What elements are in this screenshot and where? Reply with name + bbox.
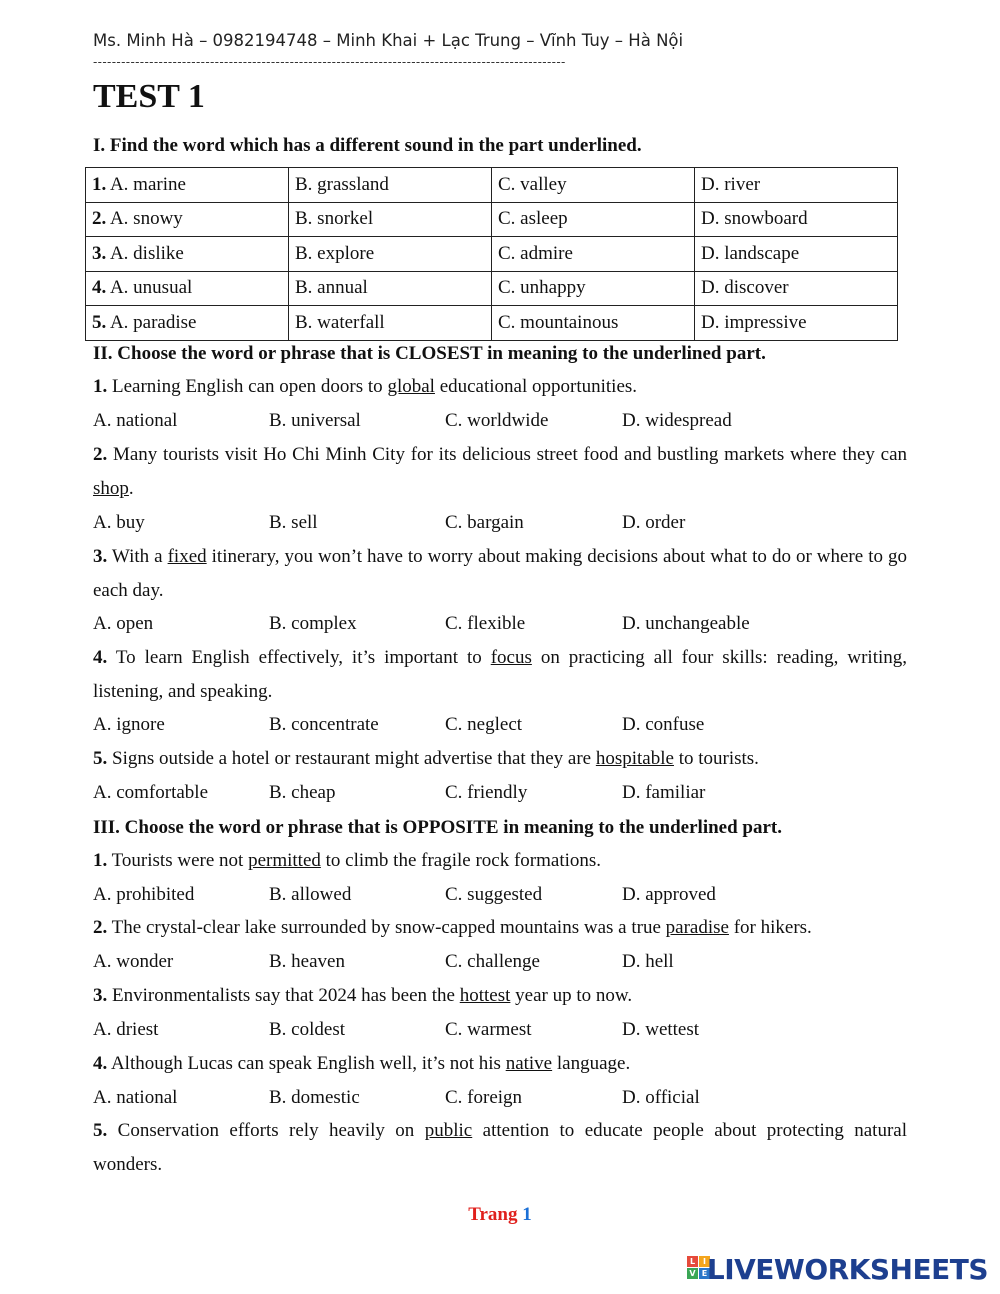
option-b[interactable]: B. complex [269, 613, 357, 634]
option-b[interactable]: B. domestic [269, 1087, 360, 1108]
table-cell: C. valley [492, 168, 695, 203]
question-text: 3. Environmentalists say that 2024 has been the hottest year up to now. [93, 985, 633, 1006]
option-b[interactable]: B. universal [269, 410, 361, 431]
table-cell: 3. A. dislike [86, 237, 289, 272]
underlined-word: paradise [665, 917, 729, 938]
option-a[interactable]: A. national [93, 410, 178, 431]
logo-tile: I [699, 1256, 710, 1267]
answer-options [93, 1081, 907, 1115]
option-d[interactable]: D. approved [622, 884, 716, 905]
answer-options [93, 506, 907, 540]
table-cell: C. admire [492, 237, 695, 272]
table-cell: D. landscape [695, 237, 898, 272]
option-b[interactable]: B. concentrate [269, 714, 379, 735]
underlined-word: global [387, 376, 435, 397]
question-text: 4. Although Lucas can speak English well, it’s not his native language. [93, 1053, 631, 1074]
option-d[interactable]: D. order [622, 512, 686, 533]
brand-name: LIVEWORKSHEETS [706, 1253, 988, 1286]
question-text: 4. To learn English effectively, it’s important to focus on practicing all four skills: reading, writing, listening, and speaking. [93, 647, 907, 702]
option-c[interactable]: C. bargain [445, 512, 524, 533]
option-a[interactable]: A. national [93, 1087, 178, 1108]
option-d[interactable]: D. widespread [622, 410, 732, 431]
question-text: 2. Many tourists visit Ho Chi Minh City for its delicious street food and bustling markets where they can shop. [93, 444, 907, 499]
underlined-word: native [505, 1053, 553, 1074]
option-c[interactable]: C. flexible [445, 613, 526, 634]
answer-options [93, 878, 907, 912]
section1-heading: I. Find the word which has a different sound in the part underlined. [93, 135, 642, 156]
question-text: 3. With a fixed itinerary, you won’t have to worry about making decisions about what to do or where to go each day. [93, 546, 907, 601]
pronunciation-table [85, 167, 898, 341]
table-cell: B. annual [289, 271, 492, 306]
option-d[interactable]: D. wettest [622, 1019, 700, 1040]
table-cell: B. explore [289, 237, 492, 272]
option-c[interactable]: C. warmest [445, 1019, 532, 1040]
section3-heading: III. Choose the word or phrase that is OPPOSITE in meaning to the underlined part. [93, 817, 782, 838]
logo-tile: L [687, 1256, 698, 1267]
underlined-word: hospitable [595, 748, 674, 769]
underlined-word: hottest [459, 985, 511, 1006]
option-a[interactable]: A. driest [93, 1019, 159, 1040]
liveworksheets-logo[interactable] [688, 1253, 988, 1287]
table-row [86, 168, 898, 203]
table-cell: 4. A. unusual [86, 271, 289, 306]
option-a[interactable]: A. ignore [93, 714, 165, 735]
answer-options [93, 404, 907, 438]
option-b[interactable]: B. cheap [269, 782, 336, 803]
table-cell: D. discover [695, 271, 898, 306]
header-contact: Ms. Minh Hà – 0982194748 – Minh Khai + Lạc Trung – Vĩnh Tuy – Hà Nội [93, 31, 684, 50]
table-cell: C. asleep [492, 202, 695, 237]
option-b[interactable]: B. heaven [269, 951, 345, 972]
option-c[interactable]: C. foreign [445, 1087, 523, 1108]
answer-options [93, 708, 907, 742]
option-a[interactable]: A. prohibited [93, 884, 195, 905]
underlined-word: permitted [248, 850, 321, 871]
underlined-word: fixed [167, 546, 207, 567]
table-cell: C. mountainous [492, 306, 695, 341]
option-a[interactable]: A. comfortable [93, 782, 209, 803]
question-text: 1. Learning English can open doors to global educational opportunities. [93, 376, 638, 397]
page-label: Trang [468, 1204, 518, 1225]
answer-options [93, 1013, 907, 1047]
option-a[interactable]: A. buy [93, 512, 145, 533]
option-d[interactable]: D. unchangeable [622, 613, 750, 634]
header-divider: ----------------------------------------------------------------------------------------------------- [93, 55, 566, 69]
option-d[interactable]: D. confuse [622, 714, 705, 735]
table-cell: 2. A. snowy [86, 202, 289, 237]
table-cell: D. impressive [695, 306, 898, 341]
table-cell: C. unhappy [492, 271, 695, 306]
question-text: 2. The crystal-clear lake surrounded by snow-capped mountains was a true paradise for hikers. [93, 917, 812, 938]
question-text: 1. Tourists were not permitted to climb the fragile rock formations. [93, 850, 602, 871]
page-title: TEST 1 [93, 78, 205, 115]
option-c[interactable]: C. neglect [445, 714, 523, 735]
answer-options [93, 607, 907, 641]
option-a[interactable]: A. open [93, 613, 154, 634]
option-c[interactable]: C. challenge [445, 951, 540, 972]
option-c[interactable]: C. worldwide [445, 410, 549, 431]
option-d[interactable]: D. hell [622, 951, 674, 972]
option-d[interactable]: D. familiar [622, 782, 706, 803]
option-c[interactable]: C. friendly [445, 782, 528, 803]
option-b[interactable]: B. sell [269, 512, 318, 533]
option-d[interactable]: D. official [622, 1087, 700, 1108]
table-cell: 1. A. marine [86, 168, 289, 203]
question-text: 5. Signs outside a hotel or restaurant might advertise that they are hospitable to tourists. [93, 748, 759, 769]
logo-tile: E [699, 1268, 710, 1279]
table-row [86, 237, 898, 272]
underlined-word: shop [93, 478, 129, 499]
table-row [86, 306, 898, 341]
table-row [86, 271, 898, 306]
underlined-word: focus [490, 647, 532, 668]
table-cell: D. snowboard [695, 202, 898, 237]
table-cell: B. snorkel [289, 202, 492, 237]
section2-heading: II. Choose the word or phrase that is CLOSEST in meaning to the underlined part. [93, 343, 766, 364]
underlined-word: public [424, 1120, 473, 1141]
page-number-value: 1 [522, 1204, 532, 1225]
option-a[interactable]: A. wonder [93, 951, 174, 972]
answer-options [93, 945, 907, 979]
table-row [86, 202, 898, 237]
answer-options [93, 776, 907, 810]
table-cell: B. grassland [289, 168, 492, 203]
option-b[interactable]: B. allowed [269, 884, 352, 905]
option-c[interactable]: C. suggested [445, 884, 543, 905]
page-number [0, 1204, 1000, 1226]
logo-tile: V [687, 1268, 698, 1279]
table-cell: 5. A. paradise [86, 306, 289, 341]
table-cell: D. river [695, 168, 898, 203]
question-text: 5. Conservation efforts rely heavily on public attention to educate people about protecting natural wonders. [93, 1120, 907, 1175]
option-b[interactable]: B. coldest [269, 1019, 345, 1040]
table-cell: B. waterfall [289, 306, 492, 341]
